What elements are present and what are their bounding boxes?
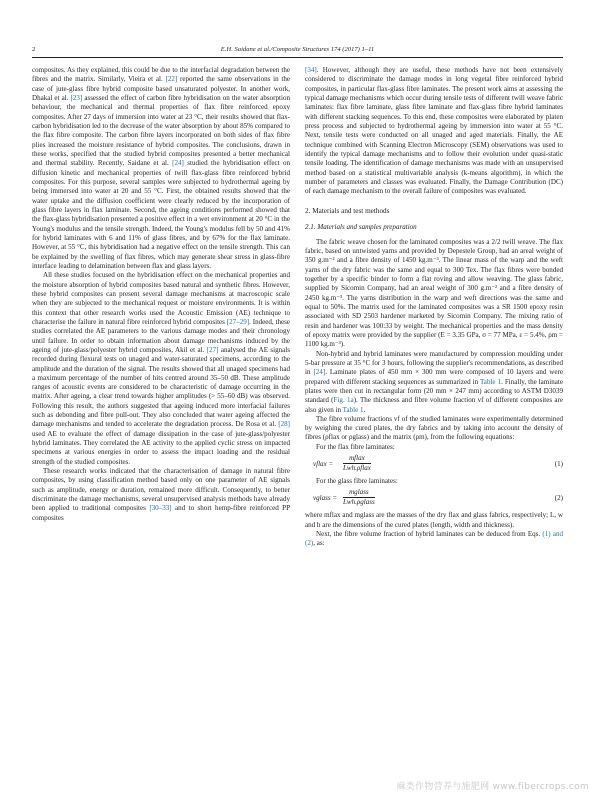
paragraph-text: All these studies focused on the hybridisation effect on the mechanical properties and the moisture absorption of hybrid composites based natural and synthetic fibres. However, these hybrid composites can present several damage mechanisms at macroscopic scale when they are subjected to the mechanical request or moisture environments. It is within this context that other research works used the Acoustic Emission (AE) technique to characterise the failure in natural fibre reinforced hybrid composites bbox=[32, 271, 290, 326]
citation-link[interactable]: [27–29] bbox=[226, 317, 250, 326]
paragraph-text: . Laminate plates of 450 mm × 300 mm were composed of 10 layers and were prepared with different stacking sequences as summarized in bbox=[305, 368, 563, 386]
glass-equation-label: For the glass fibre laminates: bbox=[316, 477, 398, 486]
left-column-body bbox=[32, 66, 290, 523]
body-paragraph bbox=[305, 350, 563, 415]
body-paragraph bbox=[305, 511, 563, 530]
citation-link[interactable]: [23] bbox=[70, 93, 83, 102]
equation-2-numerator: mglass bbox=[343, 488, 375, 498]
body-paragraph bbox=[305, 415, 563, 443]
citation-link[interactable]: Table 1 bbox=[342, 405, 364, 414]
intro-paragraphs bbox=[305, 66, 563, 197]
citation-link[interactable]: [27] bbox=[206, 345, 219, 354]
closing-paragraphs bbox=[305, 511, 563, 548]
equation-1 bbox=[305, 454, 563, 474]
equation-1-number: (1) bbox=[554, 460, 563, 469]
site-watermark: 麻类作物营养与施肥网 www.fibercrops.com bbox=[396, 782, 589, 792]
equation-2 bbox=[305, 488, 563, 508]
paragraph-text: composites. As they explained, this could be due to the interfacial degradation between the fibres and the matrix. Similarly, Vieira et al. bbox=[32, 66, 290, 84]
paragraph-text: where mflax and mglass are the masses of the dry flax and glass fabrics, respectively; L, w and h are the dimensions of the cured plates (length, width and thickness). bbox=[305, 511, 563, 529]
body-paragraph bbox=[305, 238, 563, 350]
body-paragraph bbox=[32, 467, 290, 523]
body-paragraph bbox=[32, 66, 290, 271]
paragraph-text: ). The thickness and fibre volume fraction vf of different composites are also given in bbox=[305, 396, 563, 414]
citation-link[interactable]: Fig. 1a bbox=[333, 396, 354, 405]
citation-link[interactable]: [30–33] bbox=[149, 504, 172, 513]
equation-1-fraction bbox=[343, 454, 371, 473]
paragraph-text: These research works indicated that the characterisation of damage in natural fibre composites, by using classification method based only on one parameter of AE signals such as amplitude, energy or duration, remained more difficult. Consequently, to better discriminate the damage mechanisms, several unsupervised analysis methods have already been applied to traditional composites bbox=[32, 467, 290, 513]
paragraph-text: Next, the fibre volume fraction of hybrid laminates can be deduced from Eqs. bbox=[316, 530, 543, 539]
paragraph-text: The fibre volume fractions vf of the studied laminates were experimentally determined by weighing the cured plates, the dry fabrics and by taking into account the density of fibres (ρflax or ρglass) and the matrix (ρm), from the following equations: bbox=[305, 414, 563, 442]
header-rule bbox=[32, 57, 563, 58]
paragraph-text: analysed the AE signals recorded during flexural tests on unaged and water-saturated specimens, according to the amplitude and the duration of the signal. The results showed that all unaged specimens had a maximum percentage of the number of hits centred around 35–50 dB. These amplitude ranges of acoustic events are considered to be characteristic of damage occurring in the matrix. After ageing, a clear trend towards higher amplitudes (> 55–60 dB) was observed. Following this result, the authors suggested that ageing induced more interfacial failures such as debonding and fibre pull-out. They also concluded that water ageing affected the damage mechanisms and tended to accelerate the degradation process. De Rosa et al. bbox=[32, 345, 290, 429]
body-paragraph bbox=[32, 271, 290, 467]
paragraph-text: Non-hybrid and hybrid laminates were manufactured by compression moulding under 5-bar pressure at 35 °C for 3 hours, following the supplier's recommendations, as described in bbox=[305, 349, 563, 377]
paragraph-text: assessed the effect of carbon fibre hybridisation on the water absorption behaviour, the mechanical and thermal properties of flax fibre reinforced epoxy composites. After 27 days of immersion into water at 23 °C, their results showed that flax-carbon hybridisation led to the decrease of the water absorption by about 85% compared to the flax fibre composite. The carbon fibre layers incorporated on both sides of flax fibre plies increased the moisture resistance of hybrid composites. The conclusions, drawn in these works, specified that the studied hybrid composites presented a better mechanical and thermal stability. Recently, Saidane et al. bbox=[32, 93, 290, 168]
paragraph-text: . bbox=[363, 405, 366, 414]
journal-reference: E.H. Saidane et al./Composite Structures 174 (2017) 1–11 bbox=[220, 46, 375, 53]
citation-link[interactable]: [24] bbox=[172, 159, 184, 168]
body-paragraph bbox=[305, 530, 563, 549]
materials-paragraphs bbox=[305, 238, 563, 443]
equation-2-lhs: vglass = bbox=[313, 494, 338, 503]
citation-link[interactable]: [34] bbox=[305, 66, 317, 74]
flax-equation-label: For the flax fibre laminates: bbox=[316, 442, 395, 451]
paragraph-text: studied the hybridisation effect on diffusion kinetic and mechanical properties of twill flax-glass fibre reinforced hybrid composites. For this purpose, several samples were subjected to hydrothermal ageing by being immersed into water at 20 and 55 °C. First, the obtained results showed that the water uptake and the diffusion coefficient were clearly reduced by the incorporation of glass fibre layers in flax laminate. Second, the ageing conditions performed showed that the flax-glass hybridisation presented a positive effect in a wet environment at 20 °C in the Young's modulus and the tensile strength. Indeed, the Young's modulus fell by 50 and 41% for hybrid laminates with 6 and 11% of glass fibres, and by 67% for the flax laminate. However, at 55 °C, this hybridisation had a negative effect on the tensile strength. This can be explained by the swelling of flax fibres, which may generate shear stress in glass-fibre interface leading to delamination between flax and glass layers. bbox=[32, 159, 290, 270]
paragraph-text: and to short hemp-fibre reinforced PP composites bbox=[32, 504, 290, 522]
paragraph-text: used AE to evaluate the effect of damage dissipation in the case of jute-glass/polyester hybrid laminates. They correlated the AE activity to the applied cyclic stress on impacted specimens at various energies in order to assess the impact loading and the residual strength of the studied composites. bbox=[32, 429, 290, 466]
equation-2-number: (2) bbox=[554, 494, 563, 503]
equation-1-denominator: Lwh.ρflax bbox=[343, 464, 371, 473]
body-paragraph bbox=[305, 66, 563, 197]
subsection-heading: 2.1. Materials and samples preparation bbox=[305, 222, 417, 231]
running-head bbox=[32, 45, 563, 55]
paragraph-text: . However, although they are useful, these methods have not been extensively considered to discriminate the damage modes in long vegetal fibre reinforced hybrid composites, in particular flax-glass fibre laminates. The present work aims at assessing the typical damage mechanisms which occur during tensile tests of different twill weave fabric laminates: flax fibre laminate, glass fibre laminate and flax-glass fibre hybrid laminates with different stacking sequences. To this end, these composites were elaborated by platen press process and subjected to hydrothermal ageing by immersion into water at 55 °C. Next, tensile tests were conducted on all unaged and aged materials. Finally, the AE technique combined with Scanning Electron Microscopy (SEM) observations was used to identify the typical damage mechanisms and to follow their evolution under quasi-static tensile loading. The identification of damage mechanisms was made with an unsupervised method based on a statistical multivariable analysis (k-means algorithm), in which the number of parameters and classes was evaluated. Finally, the Damage Contribution (DC) of each damage mechanism to the overall failure of composites was evaluated. bbox=[305, 66, 563, 196]
paragraph-text: , as: bbox=[313, 539, 325, 548]
citation-link[interactable]: [22] bbox=[165, 75, 178, 84]
citation-link[interactable]: [24] bbox=[313, 368, 326, 377]
equation-2-fraction bbox=[343, 488, 375, 507]
citation-link[interactable]: Table 1 bbox=[480, 377, 502, 386]
left-column bbox=[32, 66, 290, 766]
paragraph-text: . Finally, the laminate plates were then cut in rectangular form (20 mm × 247 mm) according to ASTM D3039 standard ( bbox=[305, 377, 563, 405]
right-column bbox=[305, 66, 563, 766]
citation-link[interactable]: [28] bbox=[278, 420, 290, 429]
paragraph-text: reported the same observations in the case of jute-glass fibre hybrid composite based unsaturated polyester. In another work, Dhakal et al. bbox=[32, 75, 290, 102]
paragraph-text: . Indeed, these studies correlated the AE parameters to the various damage modes and their chronology until failure. In order to obtain information about damage mechanisms induced by the ageing of jute-glass/polyester hybrid composites, Akil et al. bbox=[32, 317, 290, 354]
paragraph-text: The fabric weave chosen for the laminated composites was a 2/2 twill weave. The flax fabric, based on untwisted yarns and provided by Depestele Group, had an areal weight of 350 g.m⁻² and a fibre density of 1450 kg.m⁻³. The linear mass of the warp and the weft yarns of the dry fabric was the same and equal to 300 Tex. The flax fibres were bonded together by a specific binder to form a flat roving and allow weaving. The glass fabric, supplied by Sicomin Company, had an areal weight of 300 g.m⁻² and a fibre density of 2450 kg.m⁻³. The yarns distribution in the warp and weft directions was the same and equal to 50%. The matrix used for the laminated composites was a SR 1500 epoxy resin associated with SD 2503 hardener marketed by Sicomin Company. The mixing ratio of resin and hardener was 100:33 by weight. The mechanical properties and the mass density of epoxy matrix were provided by the supplier (E = 3.35 GPa, σ = 77 MPa, ε = 5.4%, ρm = 1100 kg.m⁻³). bbox=[305, 237, 563, 349]
equation-2-denominator: Lwh.ρglass bbox=[343, 498, 375, 507]
equation-1-lhs: vflax = bbox=[313, 460, 334, 469]
citation-link[interactable]: (1) and (2) bbox=[305, 530, 563, 548]
equation-1-numerator: mflax bbox=[343, 454, 371, 464]
section-heading: 2. Materials and test methods bbox=[305, 206, 390, 215]
page-number: 2 bbox=[32, 46, 36, 53]
